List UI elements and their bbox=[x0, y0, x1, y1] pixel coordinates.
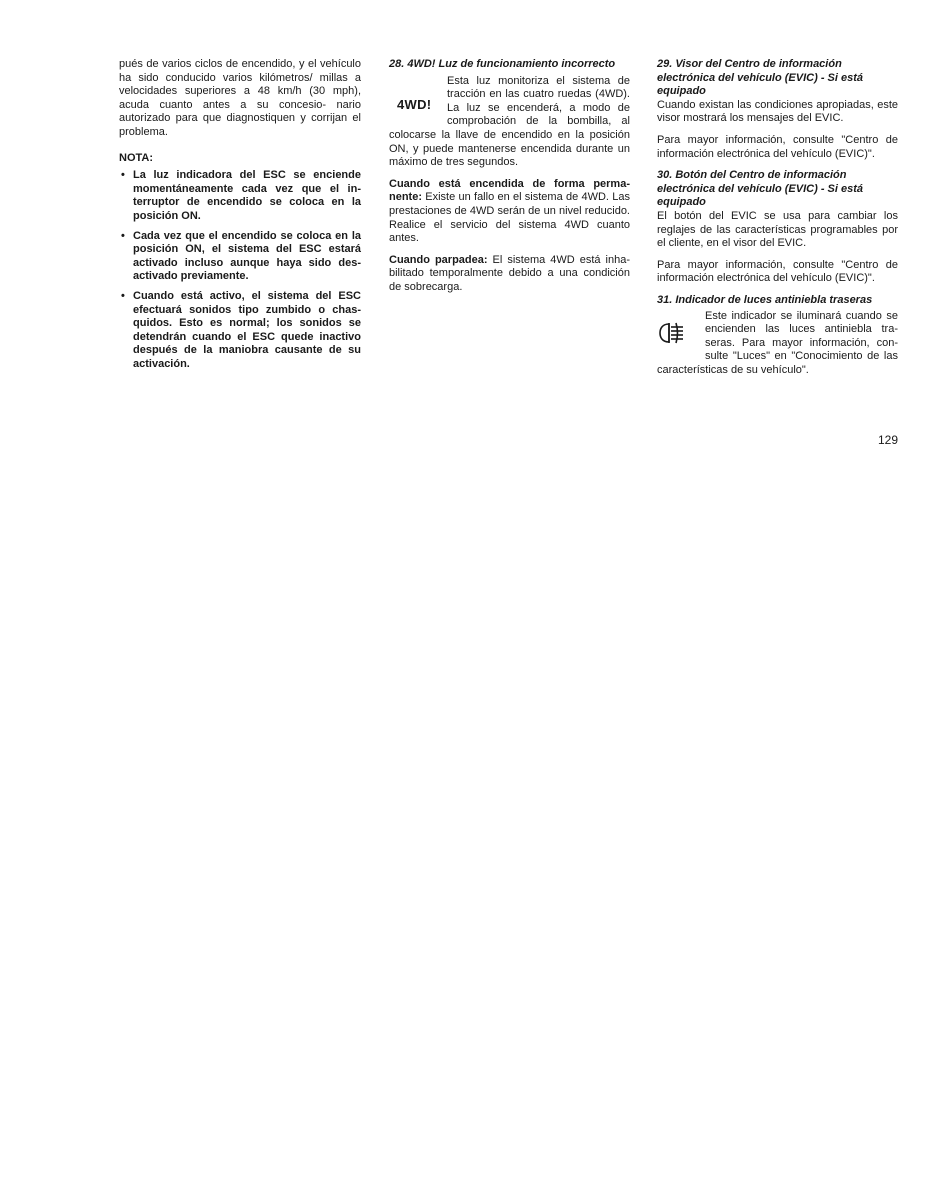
section-29-body-b: Para mayor información, consulte "Centro de información electrónica del vehículo (EVIC)". bbox=[657, 133, 898, 160]
rear-fog-light-icon-svg bbox=[657, 320, 687, 346]
list-item: • La luz indicadora del ESC se enciende momentáneamente cada vez que el in- terruptor de encendido se coloca en la posición ON. bbox=[121, 169, 361, 222]
permanent-text: Existe un fallo en el sistema de 4WD. Las prestaciones de 4WD serán de un nivel reducido. Realice el servicio del sistema 4WD cuanto antes. bbox=[389, 191, 630, 245]
column-middle bbox=[389, 58, 630, 303]
list-item: • Cada vez que el encendido se coloca en la posición ON, el sistema del ESC estará activado incluso aunque haya sido des- activado previamente. bbox=[121, 229, 361, 283]
rear-fog-light-icon bbox=[657, 314, 705, 352]
section-30-body-b: Para mayor información, consulte "Centro de información electrónica del vehículo (EVIC)". bbox=[657, 258, 898, 285]
section-31-body: Este indicador se iluminará cuando se encienden las luces antiniebla tra- seras. Para mayor información, con- sulte "Luces" en "Conocimiento de las características de su vehículo". bbox=[657, 309, 898, 376]
nota-list bbox=[119, 169, 361, 371]
permanent-label: Cuando está encendida de forma perma- nente: bbox=[389, 177, 630, 204]
blinking-label: Cuando parpadea: bbox=[389, 253, 488, 266]
section-heading-28: 28. 4WD! Luz de funcionamiento incorrecto bbox=[389, 58, 616, 70]
section-28-permanent bbox=[389, 178, 630, 246]
section-heading-30: 30. Botón del Centro de información electrónica del vehículo (EVIC) - Si está equipado bbox=[657, 169, 864, 209]
blinking-text: El sistema 4WD está inha- bilitado temporalmente debido a una condición de sobrecarga. bbox=[389, 253, 630, 293]
section-heading-31: 31. Indicador de luces antiniebla traseras bbox=[657, 293, 873, 306]
page-number: 129 bbox=[878, 433, 899, 447]
section-30-body-a: El botón del EVIC se usa para cambiar los reglajes de las características programables por el cliente, en el visor del EVIC. bbox=[657, 209, 898, 250]
section-29-body-a: Cuando existan las condiciones apropiadas, este visor mostrará los mensajes del EVIC. bbox=[657, 98, 898, 125]
section-28-body: Esta luz monitoriza el sistema de tracción en las cuatro ruedas (4WD). La luz se encenderá, a modo de comprobación de la bombilla, al colocarse la llave de encendido en la posición ON, y puede mantenerse encendida durante un máximo de tres segundos. bbox=[389, 74, 630, 169]
section-heading-29: 29. Visor del Centro de información electrónica del vehículo (EVIC) - Si está equipado bbox=[657, 58, 864, 98]
nota-label: NOTA: bbox=[119, 151, 154, 164]
column-left bbox=[119, 58, 361, 377]
column-right bbox=[657, 58, 898, 385]
intro-paragraph: pués de varios ciclos de encendido, y el vehículo ha sido conducido varios kilómetros/ millas a velocidades superiores a 48 km/h (30 mph), acuda cuanto antes a su concesio- nario autorizado para que diagnostiquen y corrijan el problema. bbox=[119, 58, 361, 138]
4wd-icon-label: 4WD! bbox=[397, 96, 432, 112]
section-28-blinking bbox=[389, 254, 630, 295]
list-item: • Cuando está activo, el sistema del ESC efectuará sonidos tipo zumbido o chas- quidos. Esto es normal; los sonidos se detendrán cuando el ESC quede inactivo después de la maniobra causante de su activación. bbox=[121, 289, 361, 370]
4wd-warning-icon bbox=[389, 83, 447, 127]
